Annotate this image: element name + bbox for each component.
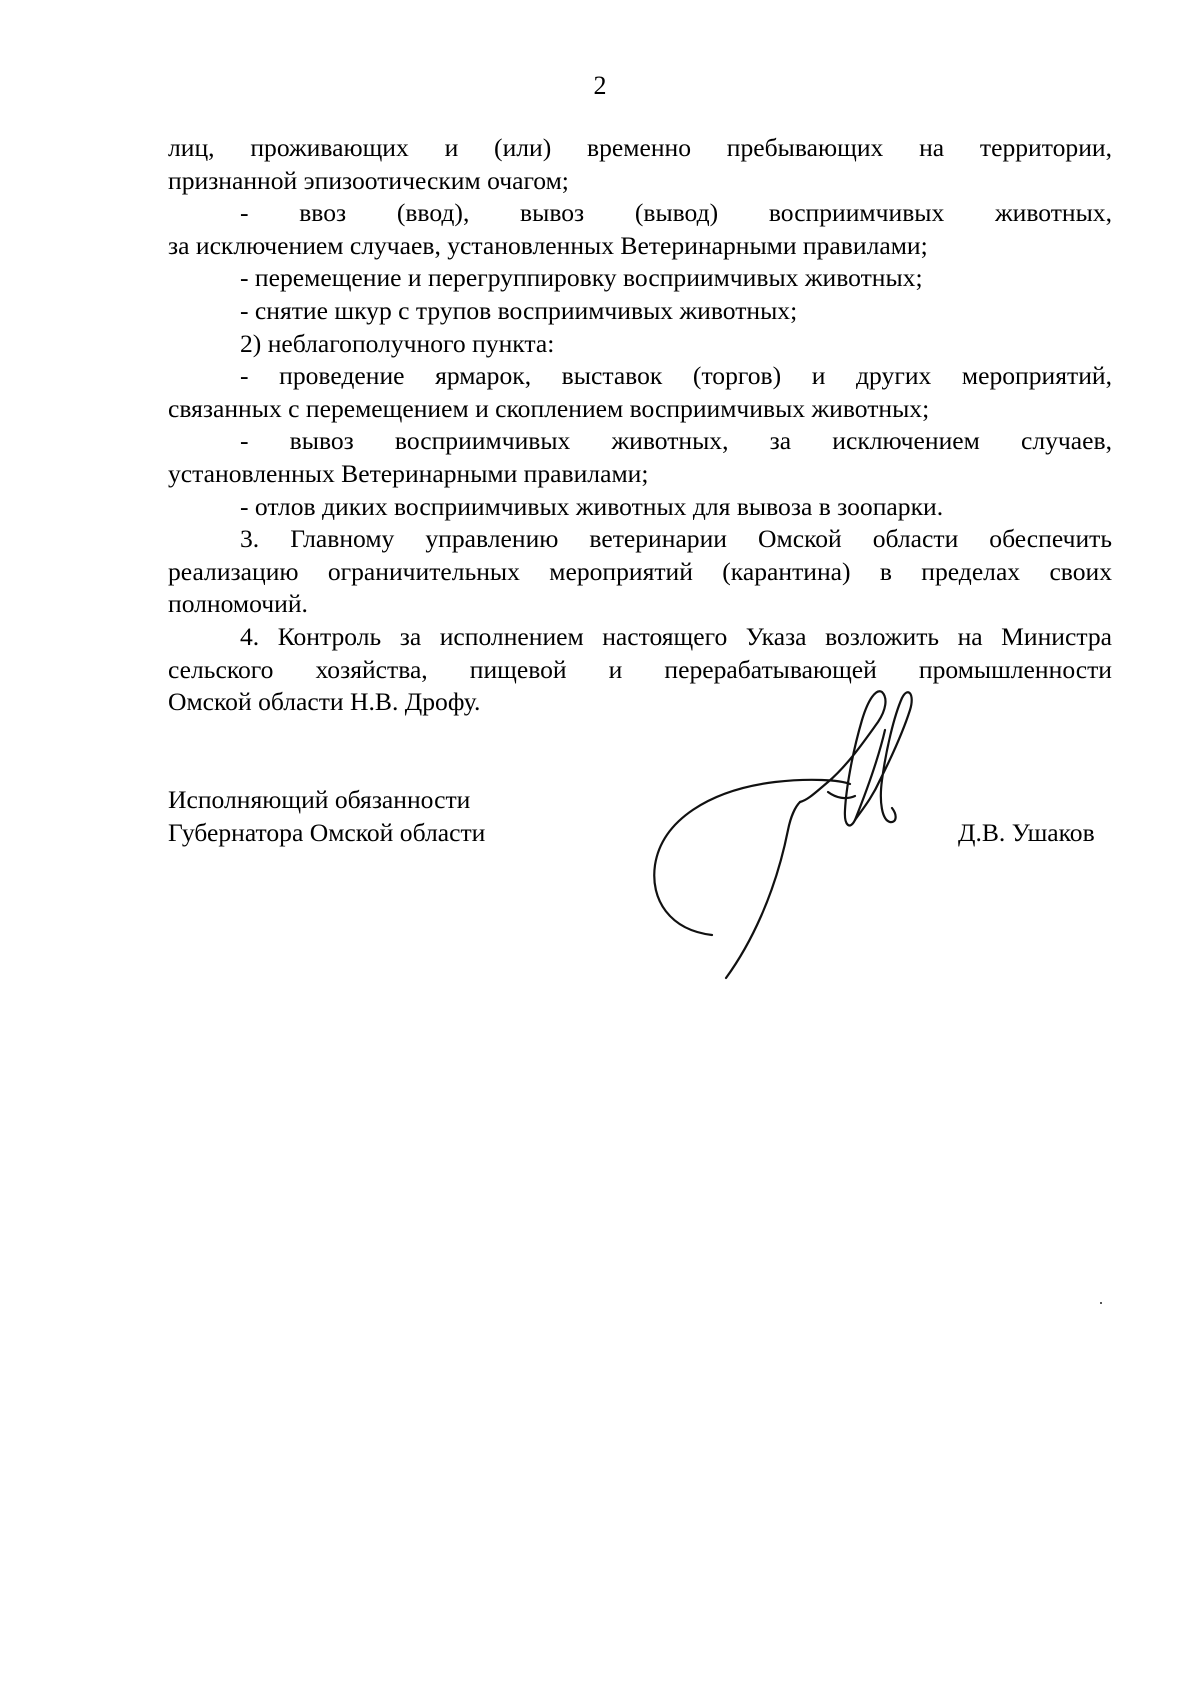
body-line: - проведение ярмарок, выставок (торгов) и других мероприятий, [240,361,1112,391]
body-line: полномочий. [168,589,308,619]
body-line: - отлов диких восприимчивых животных для вывоза в зоопарки. [240,491,944,521]
signature-block [168,784,1112,849]
signatory-name: Д.В. Ушаков [958,817,1095,847]
signatory-title-line-2: Губернатора Омской области [168,817,486,847]
body-line: признанной эпизоотическим очагом; [168,165,569,195]
body-line: реализацию ограничительных мероприятий (карантина) в пределах своих [168,556,1112,586]
body-line: сельского хозяйства, пищевой и перерабатывающей промышленности [168,654,1112,684]
body-line: 4. Контроль за исполнением настоящего Указа возложить на Министра [240,621,1112,651]
scan-speck [1100,1302,1102,1304]
signatory-title-line-1: Исполняющий обязанности [168,785,471,814]
body-line: 2) неблагополучного пункта: [240,328,555,358]
body-line: - перемещение и перегруппировку восприимчивых животных; [240,263,923,293]
body-line: лиц, проживающих и (или) временно пребывающих на территории, [168,133,1112,162]
body-line: 3. Главному управлению ветеринарии Омской области обеспечить [240,524,1112,554]
body-line: за исключением случаев, установленных Ветеринарными правилами; [168,230,928,260]
body-line: - снятие шкур с трупов восприимчивых животных; [240,295,798,325]
body-line: Омской области Н.В. Дрофу. [168,687,481,717]
page-number: 2 [593,71,607,100]
body-line: - вывоз восприимчивых животных, за исключением случаев, [240,426,1112,456]
body-line: - ввоз (ввод), вывоз (вывод) восприимчивых животных, [240,198,1112,228]
document-body [168,132,1112,719]
body-line: установленных Ветеринарными правилами; [168,458,649,488]
body-line: связанных с перемещением и скоплением восприимчивых животных; [168,393,930,423]
